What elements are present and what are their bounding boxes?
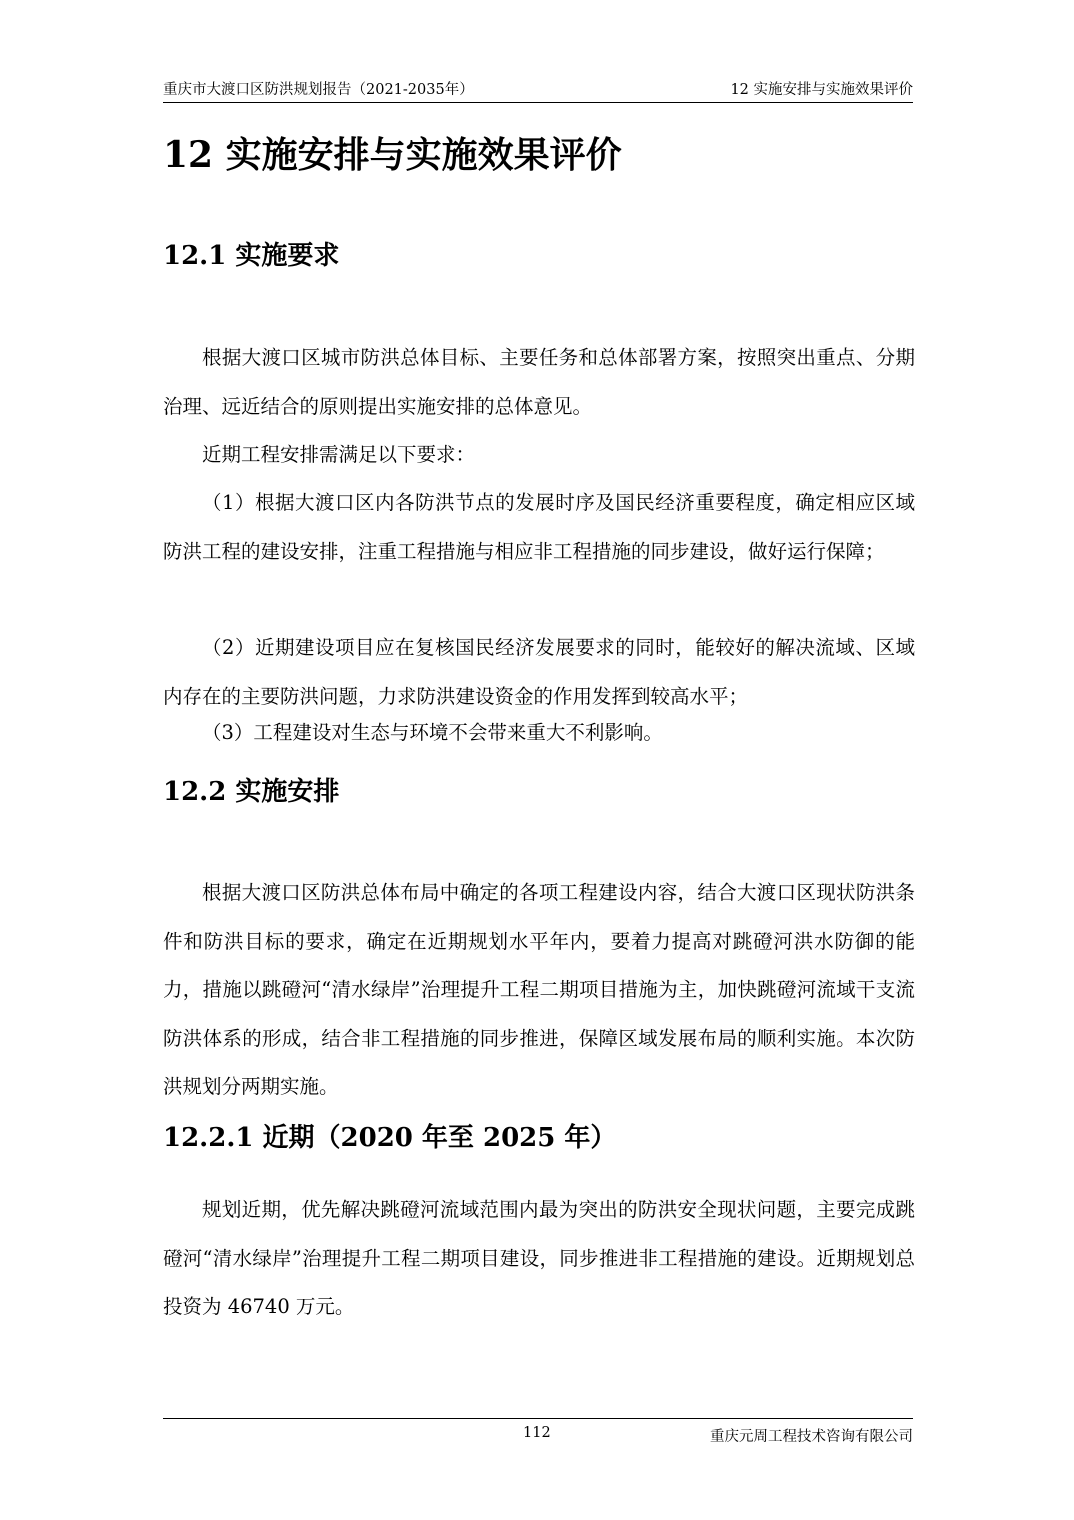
section-title-12-1: 12.1 实施要求 [163,241,340,271]
list-item: （1）根据大渡口区内各防洪节点的发展时序及国民经济重要程度，确定相应区域防洪工程的建设安排，注重工程措施与相应非工程措施的同步建设，做好运行保障； [163,491,915,563]
paragraph: 规划近期，优先解决跳磴河流域范围内最为突出的防洪安全现状问题，主要完成跳磴河“清水绿岸”治理提升工程二期项目建设，同步推进非工程措施的建设。近期规划总投资为 46740 万元。 [163,1198,915,1318]
chapter-title: 12 实施安排与实施效果评价 [163,134,622,176]
page-number: 112 [523,1425,551,1441]
page-header [163,76,913,103]
list-item: （2）近期建设项目应在复核国民经济发展要求的同时，能较好的解决流域、区域内存在的主要防洪问题，力求防洪建设资金的作用发挥到较高水平； [163,636,915,708]
page-footer [163,1418,913,1449]
header-report-title: 重庆市大渡口区防洪规划报告（2021-2035年） [163,82,474,98]
paragraph: 根据大渡口区防洪总体布局中确定的各项工程建设内容，结合大渡口区现状防洪条件和防洪目标的要求，确定在近期规划水平年内，要着力提高对跳磴河洪水防御的能力，措施以跳磴河“清水绿岸”治理提升工程二期项目措施为主，加快跳磴河流域干支流防洪体系的形成，结合非工程措施的同步推进，保障区域发展布局的顺利实施。本次防洪规划分两期实施。 [163,881,915,1098]
paragraph: 根据大渡口区城市防洪总体目标、主要任务和总体部署方案，按照突出重点、分期治理、远近结合的原则提出实施安排的总体意见。 [163,346,915,418]
section-title-12-2-1: 12.2.1 近期（2020 年至 2025 年） [163,1123,617,1153]
paragraph: 近期工程安排需满足以下要求： [202,443,476,466]
list-item: （3）工程建设对生态与环境不会带来重大不利影响。 [202,721,663,744]
footer-company: 重庆元周工程技术咨询有限公司 [710,1429,913,1445]
header-chapter-title: 12 实施安排与实施效果评价 [730,82,913,98]
section-title-12-2: 12.2 实施安排 [163,777,340,807]
